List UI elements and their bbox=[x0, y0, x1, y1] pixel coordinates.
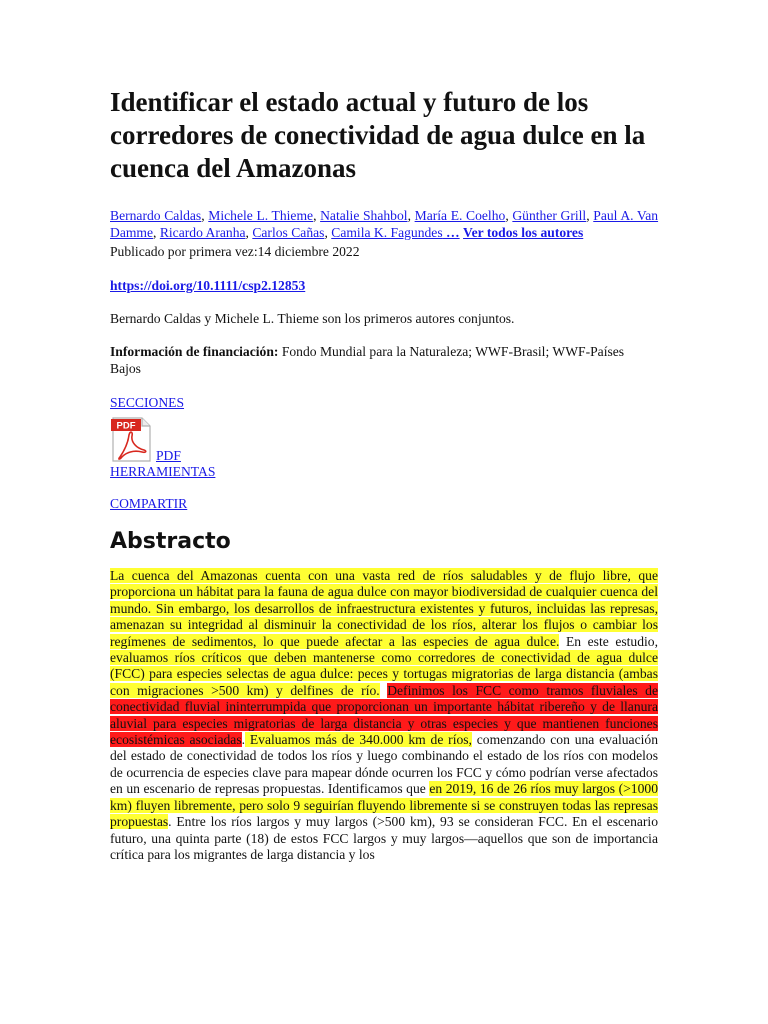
article-title: Identificar el estado actual y futuro de los corredores de conectividad de agua dulce en la cuenca del Amazonas bbox=[110, 87, 646, 183]
author-link[interactable]: María E. Coelho bbox=[414, 208, 506, 223]
sections-link[interactable]: SECCIONES bbox=[110, 395, 185, 410]
author-link[interactable]: Camila K. Fagundes bbox=[331, 225, 443, 240]
author-link[interactable]: Bernardo Caldas bbox=[110, 208, 202, 223]
publication-date: Publicado por primera vez:14 diciembre 2022 bbox=[110, 244, 360, 259]
author-link[interactable]: Günther Grill bbox=[512, 208, 587, 223]
author-separator: , bbox=[324, 225, 332, 240]
abstract-segment: En este estudio, bbox=[559, 633, 658, 649]
author-separator: , bbox=[505, 208, 513, 223]
author-link[interactable]: Ricardo Aranha bbox=[159, 225, 246, 240]
funding-text: Fondo Mundial para la Naturaleza; WWF-Brasil; WWF-Países Bajos bbox=[110, 344, 625, 376]
author-list bbox=[110, 207, 658, 241]
view-all-authors-link[interactable]: Ver todos los autores bbox=[463, 225, 584, 240]
doi-line bbox=[110, 278, 658, 294]
highlight-yellow: en 2019, 16 de 26 ríos muy largos (>1000 km) fluyen libremente, pero solo 9 seguirían fluyendo libremente si se construyen todas las represas propuestas bbox=[110, 781, 658, 830]
author-link[interactable]: Natalie Shahbol bbox=[320, 208, 408, 223]
funding-info bbox=[110, 343, 658, 377]
abstract-text bbox=[110, 568, 658, 863]
author-separator: , bbox=[313, 208, 321, 223]
abstract-heading: Abstracto bbox=[110, 529, 231, 554]
co-authors-note: Bernardo Caldas y Michele L. Thieme son los primeros autores conjuntos. bbox=[110, 311, 515, 326]
tools-link[interactable]: HERRAMIENTAS bbox=[110, 464, 216, 479]
author-separator: , bbox=[586, 208, 594, 223]
author-separator: , bbox=[245, 225, 253, 240]
pdf-link[interactable]: PDF bbox=[156, 448, 181, 463]
abstract-segment: . Entre los ríos largos y muy largos (>500 km), 93 se consideran FCC. En el escenario futuro, una quinta parte (18) de estos FCC largos y muy largos—aquellos que son de importancia crítica para los migrantes de larga distancia y los bbox=[110, 814, 658, 862]
author-link[interactable]: Michele L. Thieme bbox=[208, 208, 314, 223]
authors-ellipsis[interactable]: … bbox=[442, 225, 460, 240]
share-link[interactable]: COMPARTIR bbox=[110, 496, 188, 511]
pdf-icon[interactable] bbox=[110, 415, 154, 463]
author-separator: , bbox=[201, 208, 209, 223]
author-link[interactable]: Paul A. Van Damme bbox=[110, 208, 659, 240]
highlight-yellow: Evaluamos más de 340.000 km de ríos, bbox=[245, 732, 472, 748]
pdf-icon-label: PDF bbox=[116, 420, 136, 432]
highlight-yellow: evaluamos ríos críticos que deben mantenerse como corredores de conectividad de agua dulce (FCC) para especies selectas de agua dulce: peces y tortugas migratorias de larga distancia (ambas con migraciones >500 km) y delfines de río. bbox=[110, 650, 658, 698]
doi-link[interactable]: https://doi.org/10.1111/csp2.12853 bbox=[110, 278, 306, 293]
highlight-yellow: proporciona un hábitat para la fauna de agua dulce con mayor biodiversidad de cualquier cuenca del mundo. Sin embargo, los desarrollos de infraestructura existentes y futuros, incluidas las represas, amenazan su integridad al disminuir la conectividad de los ríos, alterar los flujos o cambiar los regímenes de sedimentos, lo que puede afectar a las especies de agua dulce. bbox=[110, 584, 658, 649]
pdf-row bbox=[110, 415, 658, 463]
article-content bbox=[110, 86, 658, 863]
funding-label: Información de financiación: bbox=[110, 344, 279, 359]
author-separator: , bbox=[407, 208, 415, 223]
author-separator: , bbox=[153, 225, 160, 240]
highlight-red: Definimos los FCC como tramos fluviales de conectividad fluvial ininterrumpida que proporcionan un importante hábitat ribereño y de llanura aluvial para especies migratorias de larga distancia y otras especies y que mantienen funciones ecosistémicas asociadas bbox=[110, 682, 658, 748]
share-menu bbox=[110, 496, 658, 512]
highlight-yellow: La cuenca del Amazonas cuenta con una vasta red de ríos saludables y de flujo libre, que bbox=[110, 568, 658, 583]
sections-menu bbox=[110, 395, 658, 411]
abstract-segment: comenzando con una evaluación del estado de conectividad de todos los ríos y luego combinando el estado de los ríos con modelos de ocurrencia de especies clave para mapear dónde ocurren los FCC y cómo podrían verse afectados en un escenario de represas propuestas. Identificamos que bbox=[110, 732, 658, 797]
abstract-segment: . bbox=[241, 732, 246, 748]
author-link[interactable]: Carlos Cañas bbox=[252, 225, 325, 240]
pdf-icon-graphic bbox=[110, 415, 154, 463]
tools-menu bbox=[110, 463, 658, 480]
